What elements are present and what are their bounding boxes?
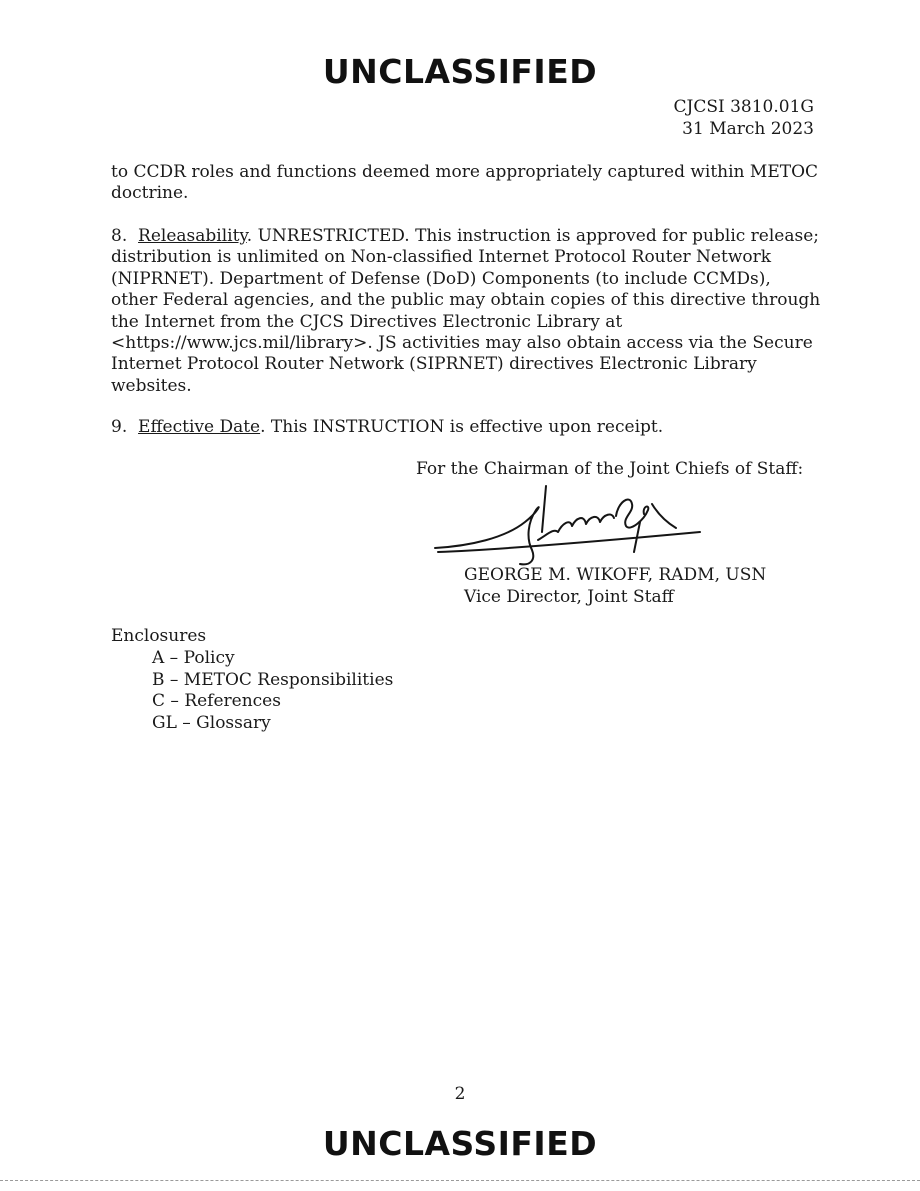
footer-divider — [0, 1180, 920, 1181]
signer-title: Vice Director, Joint Staff — [464, 587, 674, 607]
paragraph-number: 8. — [111, 226, 128, 246]
document-number: CJCSI 3810.01G — [673, 97, 814, 117]
enclosure-list — [152, 648, 393, 734]
paragraph-number: 9. — [111, 417, 128, 437]
continuation-paragraph: to CCDR roles and functions deemed more appropriately captured within METOC doctrine. — [111, 162, 819, 204]
classification-banner-top: UNCLASSIFIED — [322, 52, 598, 91]
paragraph-body: . This INSTRUCTION is effective upon receipt. — [260, 417, 664, 437]
page-number: 2 — [454, 1084, 466, 1104]
list-item: A – Policy — [152, 648, 235, 668]
document-date: 31 March 2023 — [682, 119, 814, 139]
paragraph-body: . UNRESTRICTED. This instruction is approved for public release; distribution is unlimited on Non-classified Internet Protocol Router Network (NIPRNET). Department of Defense (DoD) Components (to include CCMDs), other Federal agencies, and the public may obtain copies of this directive through the Internet from the CJCS Directives Electronic Library at <https://www.jcs.mil/library>. JS activities may also obtain access via the Secure Internet Protocol Router Network (SIPRNET) directives Electronic Library websites. — [111, 226, 821, 396]
classification-banner-bottom: UNCLASSIFIED — [322, 1124, 598, 1163]
paragraph-heading: Releasability — [138, 226, 247, 246]
paragraph-releasability — [111, 226, 821, 397]
signer-name: GEORGE M. WIKOFF, RADM, USN — [464, 565, 767, 585]
list-item: B – METOC Responsibilities — [152, 669, 394, 690]
enclosures-heading: Enclosures — [111, 626, 207, 646]
signature-for-line: For the Chairman of the Joint Chiefs of Staff: — [416, 459, 804, 479]
paragraph-effective-date — [111, 417, 821, 438]
list-item: GL – Glossary — [152, 712, 271, 733]
list-item: C – References — [152, 691, 281, 711]
paragraph-heading: Effective Date — [138, 417, 261, 437]
